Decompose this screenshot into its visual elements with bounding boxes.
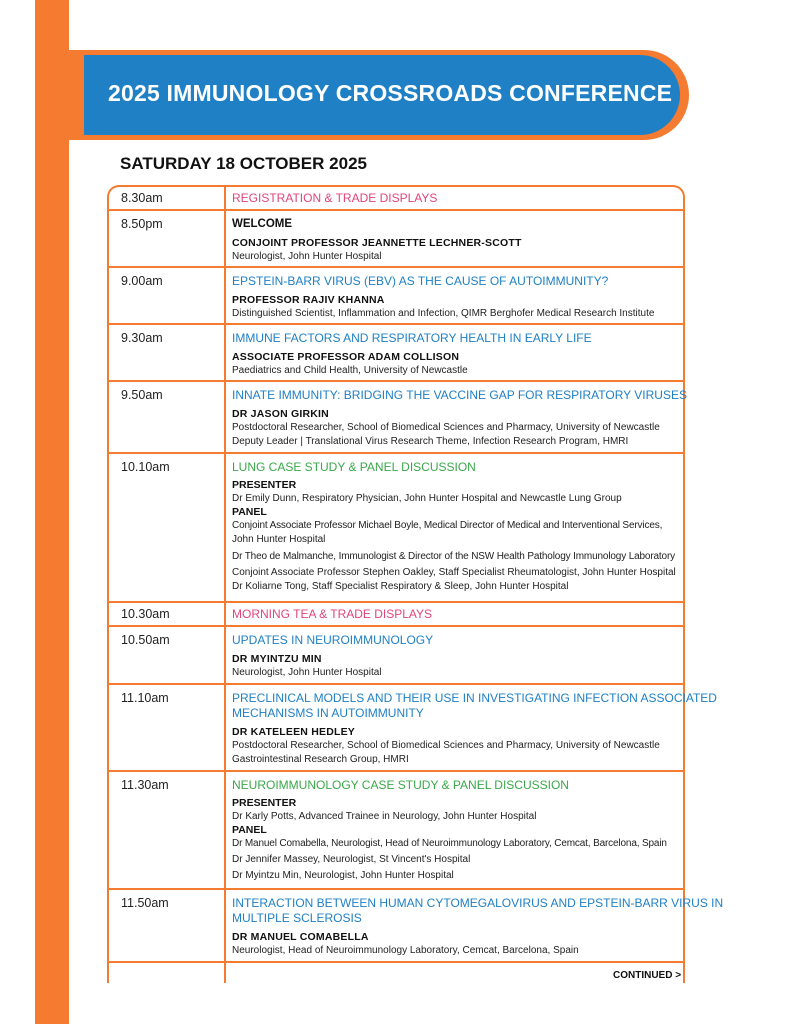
session-title: UPDATES IN NEUROIMMUNOLOGY <box>232 633 434 647</box>
top-corner <box>69 0 791 50</box>
presenter-label: PRESENTER <box>232 797 297 809</box>
session-time: 11.50am <box>121 896 169 910</box>
schedule-row <box>109 603 683 627</box>
speaker-affiliation: Neurologist, John Hunter Hospital <box>232 251 382 262</box>
speaker-affiliation: Distinguished Scientist, Inflammation and Infection, QIMR Berghofer Medical Research Institute <box>232 308 655 319</box>
presenter: Dr Emily Dunn, Respiratory Physician, John Hunter Hospital and Newcastle Lung Group <box>232 493 622 504</box>
session-time: 11.10am <box>121 691 169 705</box>
conference-title: 2025 IMMUNOLOGY CROSSROADS CONFERENCE <box>108 80 673 106</box>
session-title: EPSTEIN-BARR VIRUS (EBV) AS THE CAUSE OF AUTOIMMUNITY? <box>232 274 609 288</box>
day-heading <box>120 154 367 174</box>
session-title: NEUROIMMUNOLOGY CASE STUDY & PANEL DISCUSSION <box>232 778 569 792</box>
panel-member: Conjoint Associate Professor Stephen Oakley, Staff Specialist Rheumatologist, John Hunter Hospital <box>232 567 676 578</box>
session-title: MORNING TEA & TRADE DISPLAYS <box>232 607 433 621</box>
session-time: 10.50am <box>121 633 170 647</box>
schedule-row <box>109 454 683 603</box>
schedule-row <box>109 325 683 382</box>
session-title: IMMUNE FACTORS AND RESPIRATORY HEALTH IN EARLY LIFE <box>232 331 592 345</box>
panel-member: Conjoint Associate Professor Michael Boyle, Medical Director of Medical and Interventional Services, <box>232 520 663 531</box>
panel-member: Dr Theo de Malmanche, Immunologist & Director of the NSW Health Pathology Immunology Laboratory <box>232 551 675 562</box>
presenter-label: PRESENTER <box>232 479 297 491</box>
speaker-affiliation: Paediatrics and Child Health, University of Newcastle <box>232 365 468 376</box>
session-time: 11.30am <box>121 778 169 792</box>
schedule-row <box>109 211 683 268</box>
session-time: 10.30am <box>121 607 170 621</box>
panel-label: PANEL <box>232 506 267 518</box>
continued-link[interactable]: CONTINUED > <box>613 970 682 981</box>
banner-corner <box>69 140 109 180</box>
speaker-name: DR JASON GIRKIN <box>232 408 329 420</box>
schedule-row <box>109 268 683 325</box>
session-title: REGISTRATION & TRADE DISPLAYS <box>232 191 438 205</box>
speaker-name: CONJOINT PROFESSOR JEANNETTE LECHNER-SCOTT <box>232 237 522 249</box>
day-number: 18 <box>216 154 235 173</box>
session-title: MULTIPLE SCLEROSIS <box>232 911 362 925</box>
speaker-affiliation: Deputy Leader | Translational Virus Research Theme, Infection Research Program, HMRI <box>232 436 629 447</box>
year: 2025 <box>329 154 367 173</box>
speaker-affiliation: Postdoctoral Researcher, School of Biomedical Sciences and Pharmacy, University of Newcastle <box>232 740 660 751</box>
panel-label: PANEL <box>232 824 267 836</box>
schedule-row <box>109 890 724 963</box>
speaker-affiliation: Gastrointestinal Research Group, HMRI <box>232 754 409 765</box>
speaker-name: DR KATELEEN HEDLEY <box>232 726 355 738</box>
presenter: Dr Karly Potts, Advanced Trainee in Neurology, John Hunter Hospital <box>232 811 537 822</box>
panel-member: Dr Koliarne Tong, Staff Specialist Respiratory & Sleep, John Hunter Hospital <box>232 581 569 592</box>
session-time: 10.10am <box>121 460 170 474</box>
session-title: PRECLINICAL MODELS AND THEIR USE IN INVESTIGATING INFECTION ASSOCIATED <box>232 691 717 705</box>
weekday: SATURDAY <box>120 154 212 173</box>
session-time: 8.50pm <box>121 217 163 231</box>
schedule-row <box>109 382 687 454</box>
month: OCTOBER <box>239 154 325 173</box>
panel-member: Dr Jennifer Massey, Neurologist, St Vincent's Hospital <box>232 854 471 865</box>
session-title: INTERACTION BETWEEN HUMAN CYTOMEGALOVIRUS AND EPSTEIN-BARR VIRUS IN <box>232 896 724 910</box>
speaker-name: PROFESSOR RAJIV KHANNA <box>232 294 385 306</box>
panel-member: Dr Manuel Comabella, Neurologist, Head of Neuroimmunology Laboratory, Cemcat, Barcelona, Spain <box>232 838 667 849</box>
speaker-affiliation: Neurologist, Head of Neuroimmunology Laboratory, Cemcat, Barcelona, Spain <box>232 945 579 956</box>
left-accent-bar <box>35 0 69 1024</box>
session-title: LUNG CASE STUDY & PANEL DISCUSSION <box>232 460 476 474</box>
speaker-name: DR MYINTZU MIN <box>232 653 322 665</box>
speaker-name: ASSOCIATE PROFESSOR ADAM COLLISON <box>232 351 460 363</box>
session-title: MECHANISMS IN AUTOIMMUNITY <box>232 706 424 720</box>
speaker-affiliation: Neurologist, John Hunter Hospital <box>232 667 382 678</box>
schedule-row <box>109 187 683 211</box>
speaker-name: DR MANUEL COMABELLA <box>232 931 369 943</box>
panel-member: John Hunter Hospital <box>232 534 326 545</box>
panel-member: Dr Myintzu Min, Neurologist, John Hunter Hospital <box>232 870 454 881</box>
session-time: 9.30am <box>121 331 163 345</box>
schedule-row <box>109 685 717 772</box>
session-time: 9.00am <box>121 274 163 288</box>
session-time: 8.30am <box>121 191 163 205</box>
session-title: WELCOME <box>232 218 293 230</box>
speaker-affiliation: Postdoctoral Researcher, School of Biomedical Sciences and Pharmacy, University of Newcastle <box>232 422 660 433</box>
session-time: 9.50am <box>121 388 163 402</box>
schedule-row <box>109 627 683 685</box>
schedule-row <box>109 772 683 890</box>
session-title: INNATE IMMUNITY: BRIDGING THE VACCINE GAP FOR RESPIRATORY VIRUSES <box>232 388 687 402</box>
